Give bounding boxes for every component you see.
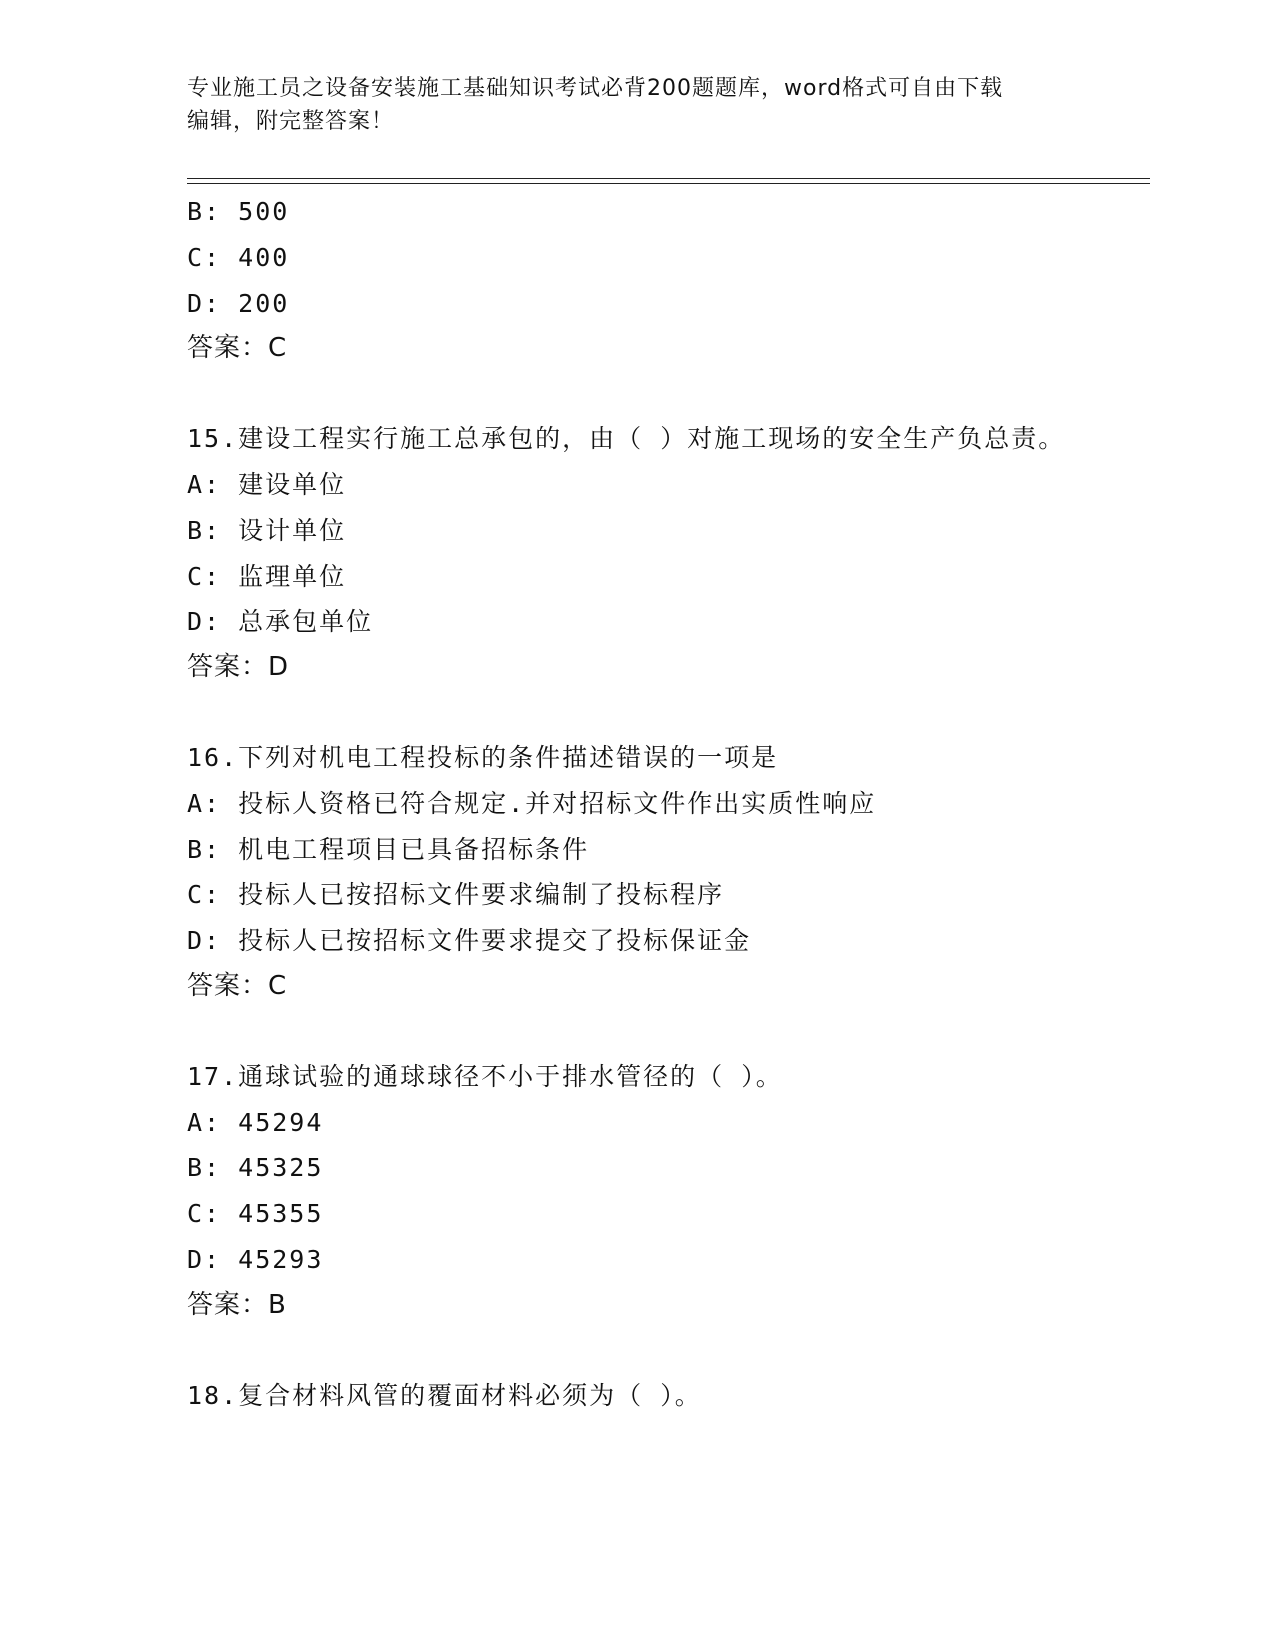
option-a: A: 45294 [187,1107,324,1137]
question-17 [187,1054,1087,1329]
question-text: 16.下列对机电工程投标的条件描述错误的一项是 [187,742,779,772]
question-text: 17.通球试验的通球球径不小于排水管径的（ ）。 [187,1061,783,1091]
question-list [187,189,1087,1418]
answer-line: 答案：D [187,652,290,683]
option-a: A: 投标人资格已符合规定.并对招标文件作出实质性响应 [187,788,877,818]
page-header [187,72,1087,138]
answer-line: 答案：B [187,1289,287,1320]
option-c: C: 45355 [187,1199,324,1229]
question-15 [187,416,1087,691]
question-16 [187,735,1087,1010]
header-line-1: 专业施工员之设备安装施工基础知识考试必背200题题库，word格式可自由下载 [187,76,1004,101]
question-18 [187,1373,1087,1419]
header-divider-top [187,178,1150,179]
option-b: B: 机电工程项目已具备招标条件 [187,834,590,864]
option-b: B: 500 [187,197,290,226]
option-d: D: 200 [187,288,290,318]
option-c: C: 投标人已按招标文件要求编制了投标程序 [187,880,725,910]
header-line-2: 编辑，附完整答案！ [187,109,395,134]
option-c: C: 400 [187,242,290,272]
option-b: B: 设计单位 [187,515,347,545]
answer-line: 答案：C [187,333,288,364]
option-d: D: 总承包单位 [187,607,374,637]
question-text: 15.建设工程实行施工总承包的，由（ ）对施工现场的安全生产负总责。 [187,424,1066,454]
option-c: C: 监理单位 [187,561,347,591]
option-b: B: 45325 [187,1153,324,1183]
option-a: A: 建设单位 [187,469,347,499]
question-14-tail [187,189,1087,372]
header-divider-bottom [187,183,1150,184]
option-d: D: 45293 [187,1244,324,1274]
option-d: D: 投标人已按招标文件要求提交了投标保证金 [187,926,752,956]
answer-line: 答案：C [187,970,288,1001]
question-text: 18.复合材料风管的覆面材料必须为（ ）。 [187,1380,702,1410]
